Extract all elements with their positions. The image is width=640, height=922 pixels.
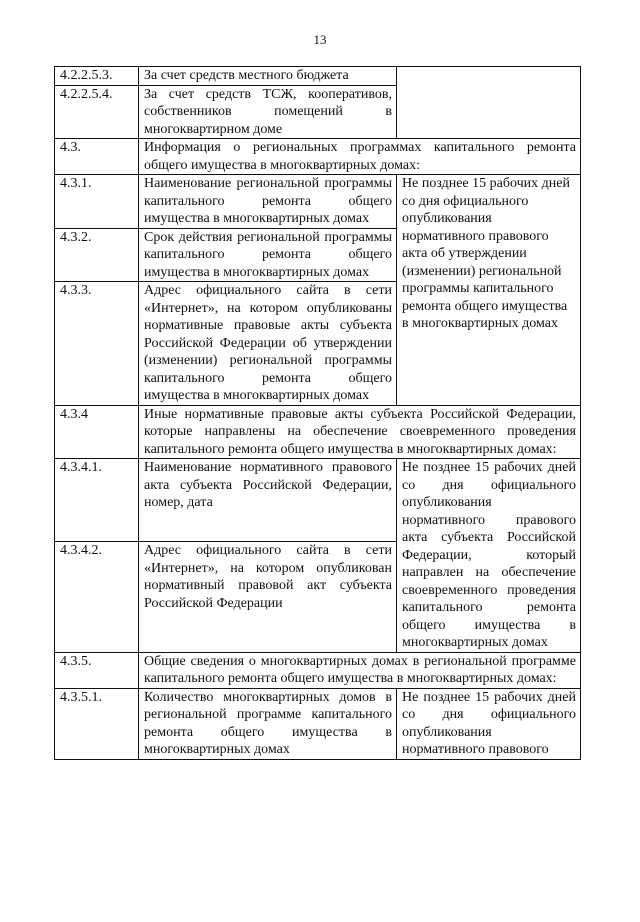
row-text: Адрес официального сайта в сети «Интернет», на котором опубликован нормативный правовой акт субъекта Российской Федерации (139, 542, 397, 652)
row-number: 4.3.5.1. (55, 688, 139, 759)
deadline-cell: Не позднее 15 рабочих дней со дня официального опубликования нормативного правового акта об утверждении (изменении) региональной программы капитального ремонта общего имущества в многоквартирных домах (397, 175, 581, 406)
row-text: Адрес официального сайта в сети «Интернет», на котором опубликованы нормативные правовые акты субъекта Российской Федерации об утверждении (изменении) региональной программы капитального ремонта общего имущества в многоквартирных домах (139, 282, 397, 406)
row-text: За счет средств ТСЖ, кооперативов, собственников помещений в многоквартирном доме (139, 85, 397, 139)
row-number: 4.3.4.1. (55, 459, 139, 542)
table-row (55, 139, 581, 175)
row-number: 4.3.1. (55, 175, 139, 229)
row-text: За счет средств местного бюджета (139, 67, 397, 86)
section-heading: Информация о региональных программах капитального ремонта общего имущества в многоквартирных домах: (139, 139, 581, 175)
deadline-cell-empty (397, 67, 581, 139)
row-number: 4.3.4.2. (55, 542, 139, 652)
table-row (55, 405, 581, 459)
row-number: 4.3. (55, 139, 139, 175)
row-number: 4.3.2. (55, 228, 139, 282)
table-row (55, 688, 581, 759)
table-row (55, 652, 581, 688)
row-text: Количество многоквартирных домов в региональной программе капитального ремонта общего имущества в многоквартирных домах (139, 688, 397, 759)
deadline-cell: Не позднее 15 рабочих дней со дня официального опубликования нормативного правового акта субъекта Российской Федерации, который направлен на обеспечение своевременного проведения капитального ремонта общего имущества в многоквартирных домах (397, 459, 581, 653)
row-number: 4.2.2.5.4. (55, 85, 139, 139)
row-number: 4.3.4 (55, 405, 139, 459)
section-heading: Иные нормативные правовые акты субъекта Российской Федерации, которые направлены на обеспечение своевременного проведения капитального ремонта общего имущества в многоквартирных домах: (139, 405, 581, 459)
row-text: Срок действия региональной программы капитального ремонта общего имущества в многоквартирных домах (139, 228, 397, 282)
section-heading: Общие сведения о многоквартирных домах в региональной программе капитального ремонта общего имущества в многоквартирных домах: (139, 652, 581, 688)
row-text: Наименование нормативного правового акта субъекта Российской Федерации, номер, дата (139, 459, 397, 542)
deadline-cell: Не позднее 15 рабочих дней со дня официального опубликования нормативного правового (397, 688, 581, 759)
row-number: 4.2.2.5.3. (55, 67, 139, 86)
table-row (55, 67, 581, 86)
row-number: 4.3.5. (55, 652, 139, 688)
row-number: 4.3.3. (55, 282, 139, 406)
table-row (55, 175, 581, 229)
table-row (55, 459, 581, 542)
row-text: Наименование региональной программы капитального ремонта общего имущества в многоквартирных домах (139, 175, 397, 229)
page-number: 13 (313, 32, 327, 47)
disclosure-table (54, 66, 581, 760)
